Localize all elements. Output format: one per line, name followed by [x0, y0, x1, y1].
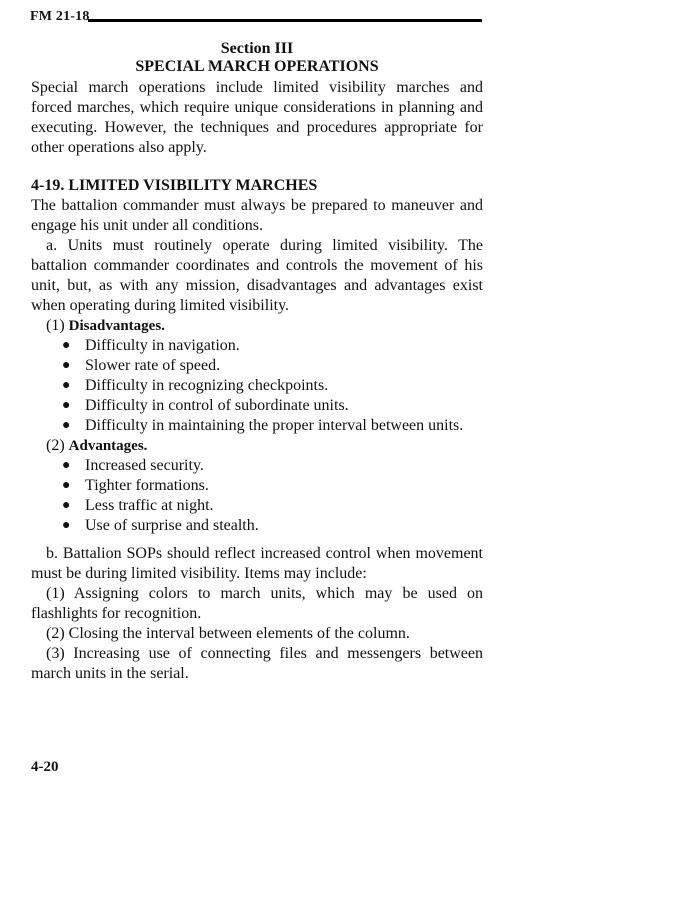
bullet-icon: ●	[62, 418, 71, 433]
disadvantages-number: (1)	[46, 317, 65, 334]
paragraph-b1: (1) Assigning colors to march units, which may be used on flashlights for recognition.	[31, 585, 483, 622]
bullet-icon: ●	[62, 358, 71, 373]
section-number: Section III	[220, 40, 294, 57]
list-item: ● Increased security.	[62, 457, 204, 474]
list-item: ● Tighter formations.	[62, 477, 209, 494]
list-item: ● Difficulty in control of subordinate units.	[62, 397, 349, 414]
section-title: SPECIAL MARCH OPERATIONS	[135, 58, 379, 75]
bullet-icon: ●	[62, 518, 71, 533]
list-item: ● Difficulty in recognizing checkpoints.	[62, 377, 329, 394]
list-item: ● Less traffic at night.	[62, 497, 214, 514]
subsection-heading: 4-19. LIMITED VISIBILITY MARCHES	[31, 177, 318, 194]
bullet-icon: ●	[62, 478, 71, 493]
advantages-number: (2)	[46, 437, 65, 454]
bullet-icon: ●	[62, 338, 71, 353]
paragraph-b3: (3) Increasing use of connecting files and messengers between march units in the serial.	[31, 645, 483, 682]
paragraph-b: b. Battalion SOPs should reflect increased control when movement must be during limited visibility. Items may include:	[31, 545, 483, 582]
intro-paragraph: Special march operations include limited visibility marches and forced marches, which require unique considerations in planning and executing. However, the techniques and procedures appropriate for other operations also apply.	[31, 79, 483, 156]
bullet-icon: ●	[62, 458, 71, 473]
document-id: FM 21-18	[30, 9, 90, 24]
lead-paragraph: The battalion commander must always be prepared to maneuver and engage his unit under all conditions.	[31, 197, 483, 234]
bullet-icon: ●	[62, 378, 71, 393]
list-item: ● Slower rate of speed.	[62, 357, 221, 374]
disadvantages-list	[31, 336, 483, 436]
advantages-list	[31, 456, 483, 536]
page-content	[31, 40, 483, 684]
list-item: ● Difficulty in maintaining the proper interval between units.	[62, 417, 464, 434]
spacer	[31, 158, 483, 176]
disadvantages-label: Disadvantages.	[68, 318, 165, 334]
paragraph-a: a. Units must routinely operate during limited visibility. The battalion commander coordinates and controls the movement of his unit, but, as with any mission, disadvantages and advantages exist when operating during limited visibility.	[31, 237, 483, 314]
advantages-label: Advantages.	[68, 438, 148, 454]
paragraph-b2: (2) Closing the interval between elements of the column.	[46, 625, 410, 642]
advantages-heading	[31, 436, 483, 456]
list-item: ● Use of surprise and stealth.	[62, 517, 259, 534]
bullet-icon: ●	[62, 498, 71, 513]
page-header	[30, 9, 482, 27]
list-item: ● Difficulty in navigation.	[62, 337, 240, 354]
disadvantages-heading	[31, 316, 483, 336]
bullet-icon: ●	[62, 398, 71, 413]
page-number: 4-20	[31, 759, 59, 775]
header-rule	[88, 19, 482, 22]
